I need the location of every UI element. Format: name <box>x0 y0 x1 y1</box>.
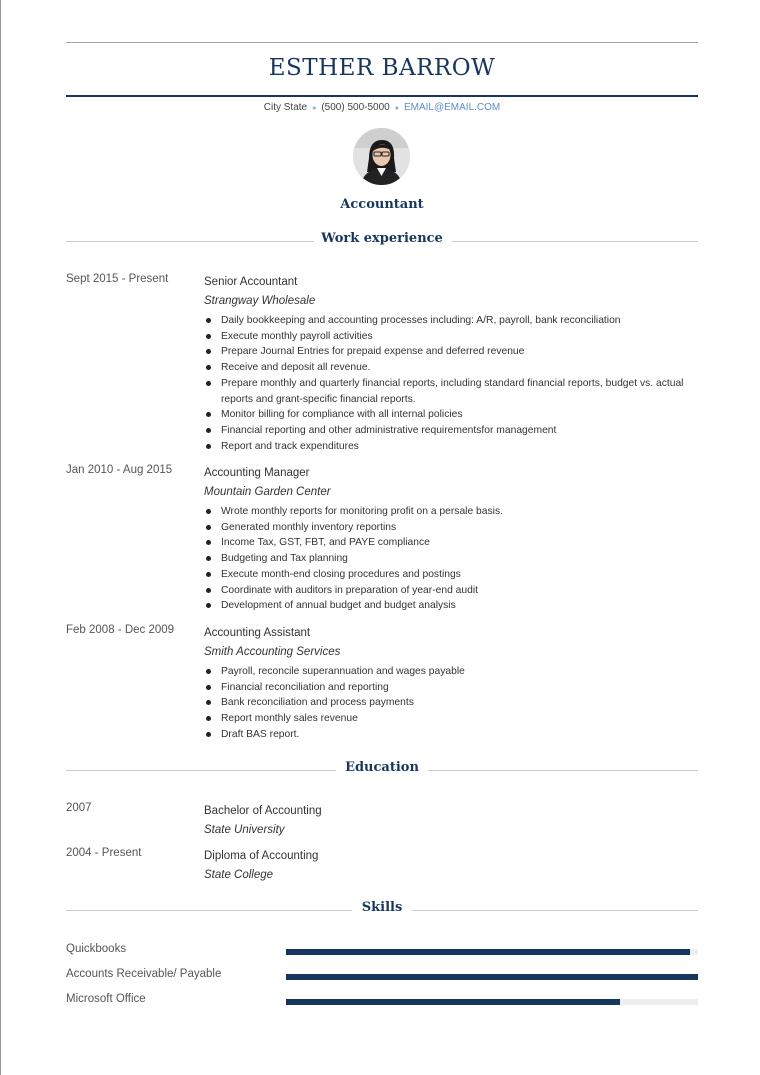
skill-name: Microsoft Office <box>66 993 146 1005</box>
top-rule <box>66 42 698 43</box>
bullet-list <box>204 504 698 614</box>
section-title-education: Education <box>345 760 419 775</box>
separator-dot-icon: ● <box>394 105 399 112</box>
job-title: Accountant <box>340 197 424 212</box>
list-item: Report monthly sales revenue <box>204 711 698 727</box>
entry-role: Accounting Manager <box>204 467 310 479</box>
section-header-work <box>66 231 698 251</box>
skill-level-bar <box>286 949 690 955</box>
entry-role: Accounting Assistant <box>204 627 311 639</box>
skill-row <box>66 992 698 1012</box>
entry-body <box>204 624 698 743</box>
contact-line <box>66 102 698 113</box>
section-title-work: Work experience <box>321 231 443 246</box>
bullet-list <box>204 664 698 743</box>
entry-body <box>204 273 698 454</box>
list-item: Bank reconciliation and process payments <box>204 695 698 711</box>
entry-role: Senior Accountant <box>204 276 298 288</box>
skill-level-bar <box>286 999 620 1005</box>
entry-school: State University <box>204 824 285 836</box>
list-item: Daily bookkeeping and accounting processes including: A/R, payroll, bank reconciliation <box>204 313 698 329</box>
skill-level-track <box>286 974 698 980</box>
entry-body <box>204 464 698 614</box>
candidate-name: ESTHER BARROW <box>268 55 496 81</box>
entry-organization: Strangway Wholesale <box>204 295 316 307</box>
name-underline <box>66 95 698 97</box>
section-header-education <box>66 760 698 780</box>
list-item: Budgeting and Tax planning <box>204 551 698 567</box>
list-item: Execute month-end closing procedures and postings <box>204 567 698 583</box>
list-item: Financial reconciliation and reporting <box>204 680 698 696</box>
entry-school: State College <box>204 869 274 881</box>
skill-row <box>66 942 698 962</box>
entry-date: Sept 2015 - Present <box>66 273 169 285</box>
avatar <box>353 128 410 185</box>
list-item: Payroll, reconcile superannuation and wages payable <box>204 664 698 680</box>
list-item: Receive and deposit all revenue. <box>204 360 698 376</box>
list-item: Wrote monthly reports for monitoring profit on a persale basis. <box>204 504 698 520</box>
skill-level-track <box>286 999 698 1005</box>
email-link[interactable]: EMAIL@EMAIL.COM <box>403 102 501 113</box>
list-item: Development of annual budget and budget analysis <box>204 598 698 614</box>
entry-organization: Mountain Garden Center <box>204 486 331 498</box>
entry-date: 2004 - Present <box>66 847 142 859</box>
list-item: Report and track expenditures <box>204 439 698 455</box>
entry-body <box>204 847 698 885</box>
bullet-list <box>204 313 698 454</box>
section-title-skills: Skills <box>361 900 403 915</box>
section-header-skills <box>66 900 698 920</box>
phone: (500) 500-5000 <box>321 102 390 113</box>
skill-row <box>66 967 698 987</box>
list-item: Monitor billing for compliance with all internal policies <box>204 407 698 423</box>
location: City State <box>263 102 308 113</box>
list-item: Draft BAS report. <box>204 727 698 743</box>
skill-name: Accounts Receivable/ Payable <box>66 968 222 980</box>
entry-body <box>204 802 698 840</box>
list-item: Prepare Journal Entries for prepaid expense and deferred revenue <box>204 344 698 360</box>
skill-level-bar <box>286 974 698 980</box>
entry-date: Jan 2010 - Aug 2015 <box>66 464 173 476</box>
skill-level-track <box>286 949 698 955</box>
separator-dot-icon: ● <box>312 105 317 112</box>
entry-degree: Diploma of Accounting <box>204 850 319 862</box>
entry-date: 2007 <box>66 802 92 814</box>
list-item: Prepare monthly and quarterly financial reports, including standard financial reports, budget vs. actual reports and grant-specific financial reports. <box>204 376 698 407</box>
list-item: Execute monthly payroll activities <box>204 329 698 345</box>
list-item: Generated monthly inventory reportins <box>204 520 698 536</box>
portrait-icon <box>353 128 410 185</box>
list-item: Income Tax, GST, FBT, and PAYE compliance <box>204 535 698 551</box>
entry-organization: Smith Accounting Services <box>204 646 341 658</box>
list-item: Coordinate with auditors in preparation of year-end audit <box>204 583 698 599</box>
list-item: Financial reporting and other administrative requirementsfor management <box>204 423 698 439</box>
entry-date: Feb 2008 - Dec 2009 <box>66 624 175 636</box>
skill-name: Quickbooks <box>66 943 127 955</box>
entry-degree: Bachelor of Accounting <box>204 805 322 817</box>
